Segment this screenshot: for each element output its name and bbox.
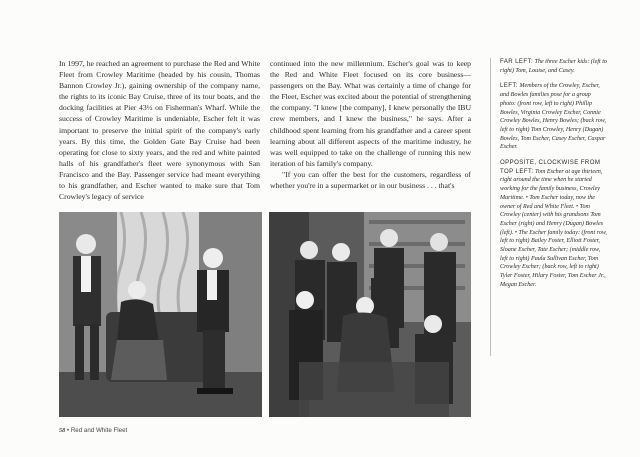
body-paragraph: In 1997, he reached an agreement to purchase the Red and White Fleet from Crowley Maritime (headed by his cousin, Thomas Bannon Crowley Jr.), gaining ownership of the company name, the rights to its iconic Bay Cruise, three of its tour boats, and the docking facilities at Pier 43½ on Fisherman's Wharf. While the success of Crowley Maritime is undeniable, Escher felt it was important to preserve the initial spirit of the company's early years. By this time, the Golden Gate Bay Cruise had been operating for close to sixty years, and the red and white painted halls of his grandfather's fleet were synonymous with San Francisco and the Bay. Passenger service had meant everything to his grandfather, and Escher wanted to make sure that Tom Crowley's legacy of service (59, 59, 260, 202)
body-paragraph: "If you can offer the best for the customers, regardless of whether you're in a supermarket or in our business . . . that's (270, 169, 471, 191)
caption-lead: FAR LEFT: (500, 58, 534, 65)
caption-text: Members of the Crowley, Escher, and Bowles families pose for a group photo: (front row, left to right) Phillip Bowles, Virginia Crowley Escher, Connie Crowley Bowles, Henry Bowles; (back row, left to right) Tom Crowley, Henry (Dugan) Bowles, Tom Escher, Casey Escher, Caspar Escher. (500, 83, 606, 151)
photo-escher-kids (59, 212, 262, 417)
photo-family-group (269, 212, 471, 417)
page-number: 58 (59, 427, 66, 434)
page-footer (59, 427, 127, 434)
body-column-right (270, 58, 471, 191)
caption-text: Tom Escher at age thirteen, right around the time when he started working for the family business, Crowley Maritime. • Tom Escher today, now the owner of Red and White Fleet. • Tom Crowley (center) with his grandsons Tom Escher (right) and Henry (Dugan) Bowles (left). • The Escher family today: (front row, left to right) Bailey Foster, Elliott Foster, Sloane Escher, Tate Escher; (middle row, left to right) Paula Sullivan Escher, Tom Crowley Escher; (back row, left to right) Tyler Foster, Hilary Foster, Tom Escher Jr., Megan Escher. (500, 168, 608, 288)
caption-far-left (500, 58, 608, 75)
footer-bullet: • (66, 427, 70, 434)
caption-sidebar (500, 58, 608, 297)
caption-lead: OPPOSITE, CLOCKWISE FROM TOP LEFT: (500, 159, 601, 175)
caption-left (500, 82, 608, 152)
sidebar-divider (490, 58, 491, 356)
body-column-left (59, 58, 260, 202)
caption-opposite (500, 159, 608, 290)
caption-lead: LEFT: (500, 82, 518, 90)
running-title: Red and White Fleet (70, 427, 128, 434)
body-paragraph: continued into the new millennium. Escher's goal was to keep the Red and White Fleet focused on its core business—passengers on the Bay. What was certainly a time of change for the Fleet, Escher was excited about the potential of strengthening the company. "I knew [the company], I knew personally the IBU crew members, and I knew the business," he says. After a childhood spent learning from his grandfather and a career spent learning about all different aspects of the maritime industry, he was well equipped to take on the challenge of running this new iteration of his family's company. (270, 59, 471, 168)
caption-text: The three Escher kids: (left to right) Tom, Louise, and Casey. (500, 59, 607, 74)
